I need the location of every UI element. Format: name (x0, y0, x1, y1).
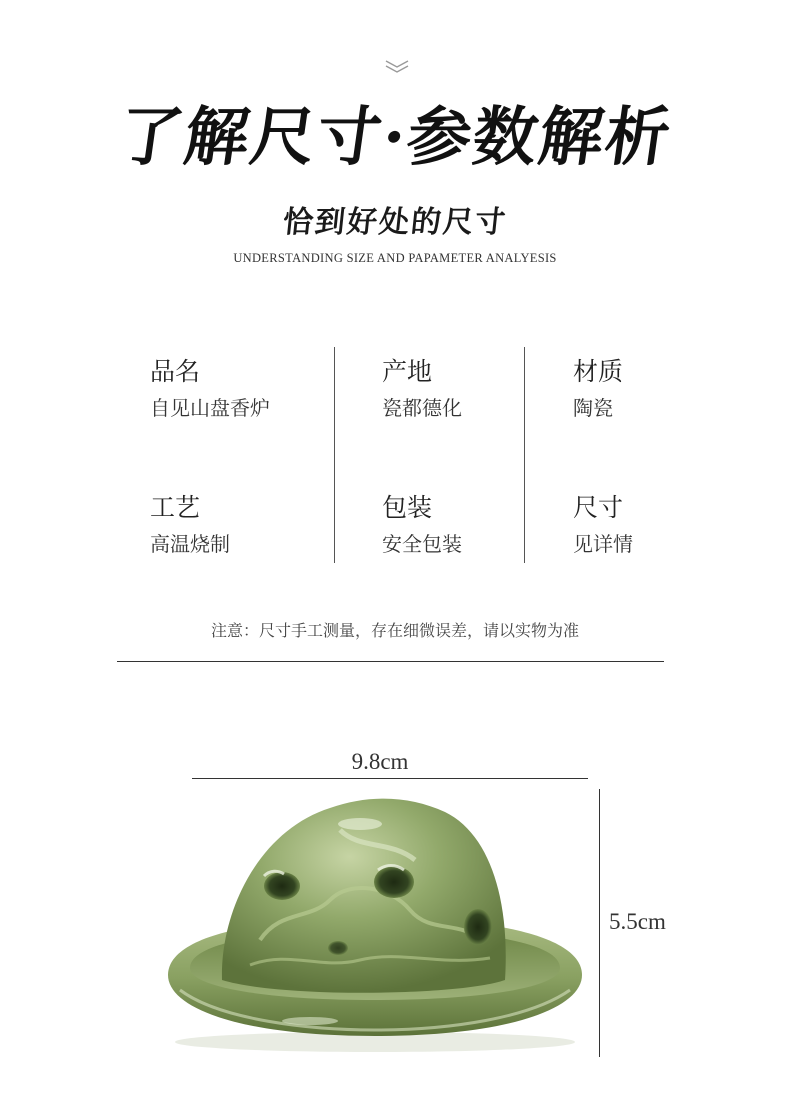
width-dimension-label: 9.8cm (351, 749, 409, 774)
height-dimension-line (599, 789, 600, 1057)
section-divider (117, 661, 664, 662)
double-chevron-down-icon (384, 58, 410, 74)
spec-label: 包装 (382, 493, 433, 522)
spec-item-size (573, 491, 753, 557)
incense-burner-image (160, 790, 590, 1060)
spec-value: 高温烧制 (150, 532, 230, 556)
spec-value: 安全包装 (382, 532, 462, 556)
spec-item-packaging (382, 491, 562, 557)
spec-label: 材质 (573, 357, 624, 386)
height-dimension-label: 5.5cm (609, 909, 666, 934)
section-subtitle-english: UNDERSTANDING SIZE AND PAPAMETER ANALYESIS (233, 251, 557, 265)
page-title: 了解尺寸·参数解析 (113, 100, 677, 175)
spec-item-origin (382, 355, 562, 421)
measurement-note: 注意：尺寸手工测量，存在细微误差，请以实物为准 (210, 621, 579, 640)
spec-label: 产地 (382, 357, 433, 386)
spec-label: 品名 (150, 357, 201, 386)
spec-grid (0, 345, 790, 567)
spec-label: 尺寸 (573, 493, 624, 522)
spec-item-craft (150, 491, 330, 557)
spec-item-name (150, 355, 330, 421)
spec-value: 见详情 (573, 532, 633, 556)
spec-value: 瓷都德化 (382, 396, 462, 420)
spec-item-material (573, 355, 753, 421)
spec-label: 工艺 (150, 493, 201, 522)
section-subtitle: 恰到好处的尺寸 (281, 205, 509, 240)
spec-value: 自见山盘香炉 (150, 396, 270, 420)
spec-value: 陶瓷 (573, 396, 613, 420)
spec-divider (334, 347, 335, 563)
width-dimension-line (192, 778, 588, 779)
